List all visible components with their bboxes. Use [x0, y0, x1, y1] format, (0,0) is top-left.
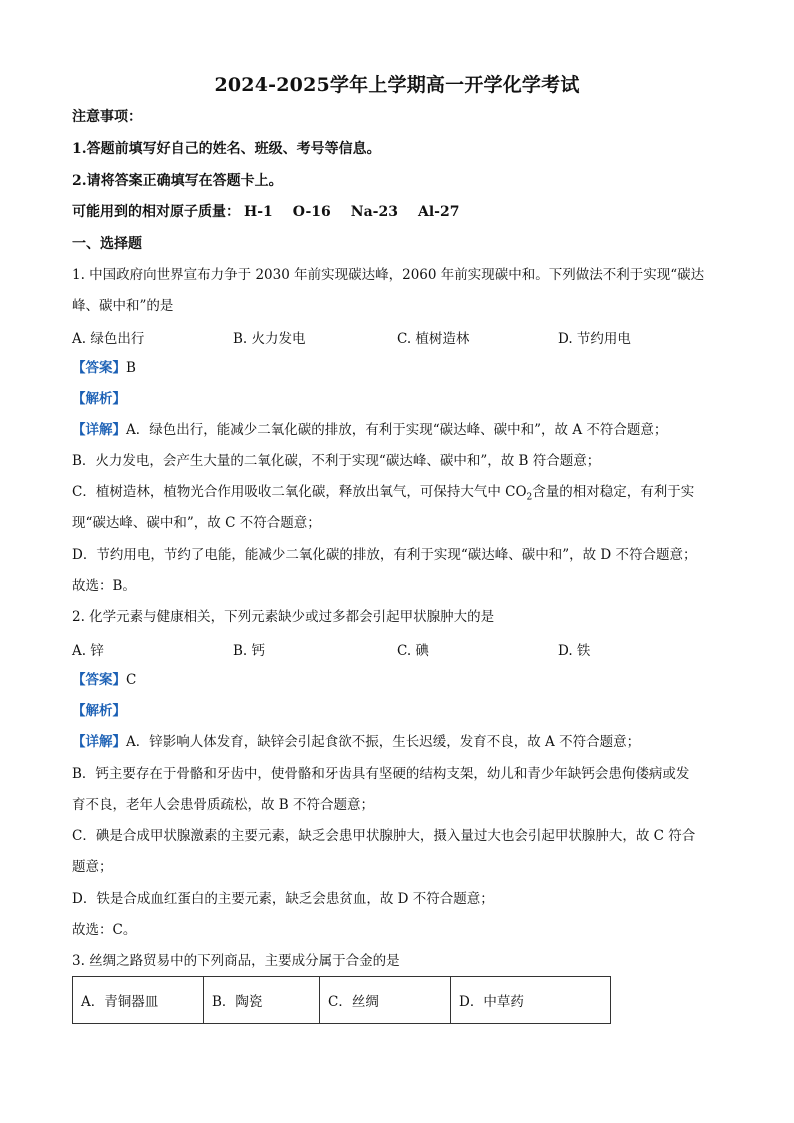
- q2-conclusion: 故选：C。: [72, 922, 137, 938]
- atomic-mass-o: O-16: [292, 204, 331, 220]
- q1-detail-b: B．火力发电，会产生大量的二氧化碳，不利于实现“碳达峰、碳中和”，故 B 符合题意；: [72, 453, 601, 469]
- q1-answer-tag: 【答案】: [72, 360, 126, 376]
- q3-option-c: C．丝绸: [320, 977, 451, 1024]
- q1-option-b: B. 火力发电: [233, 331, 306, 347]
- q2-option-b: B. 钙: [233, 643, 266, 659]
- q2-analysis-tag: 【解析】: [72, 703, 126, 719]
- notice-heading: 注意事项：: [72, 109, 142, 125]
- q3-stem: 3. 丝绸之路贸易中的下列商品，主要成分属于合金的是: [72, 953, 400, 969]
- q1-option-a: A. 绿色出行: [72, 331, 145, 347]
- q3-option-d: D．中草药: [451, 977, 611, 1024]
- q1-conclusion: 故选：B。: [72, 578, 136, 594]
- q1-detail-a: 【详解】A．绿色出行，能减少二氧化碳的排放，有利于实现“碳达峰、碳中和”，故 A 不符合题意；: [72, 422, 668, 438]
- q2-answer: [72, 670, 722, 690]
- atomic-mass-na: Na-23: [350, 204, 398, 220]
- q3-option-b: B．陶瓷: [204, 977, 320, 1024]
- q2-detail-b: B．钙主要存在于骨骼和牙齿中，使骨骼和牙齿具有坚硬的结构支架，幼儿和青少年缺钙会患佝偻病或发: [72, 766, 690, 782]
- q1-stem-line-2: 峰、碳中和”的是: [72, 298, 174, 314]
- q1-stem-line-1: 1. 中国政府向世界宣布力争于 2030 年前实现碳达峰，2060 年前实现碳中和。下列做法不利于实现“碳达: [72, 267, 705, 283]
- q1-option-d: D. 节约用电: [558, 331, 631, 347]
- q2-answer-tag: 【答案】: [72, 672, 126, 688]
- q1-analysis-tag: 【解析】: [72, 391, 126, 407]
- q2-detail-c: C．碘是合成甲状腺激素的主要元素，缺乏会患甲状腺肿大，摄入量过大也会引起甲状腺肿大，故 C 符合: [72, 828, 696, 844]
- q1-detail-d: D．节约用电，节约了电能，能减少二氧化碳的排放，有利于实现“碳达峰、碳中和”，故 D 不符合题意；: [72, 547, 697, 563]
- q2-detail-c-cont: 题意；: [72, 859, 113, 875]
- co2-subscript: 2: [526, 492, 533, 503]
- q2-option-d: D. 铁: [558, 643, 591, 659]
- atomic-masses-label: 可能用到的相对原子质量：: [72, 204, 240, 220]
- q1-detail-c: C．植树造林，植物光合作用吸收二氧化碳，释放出氧气，可保持大气中 $CO_2$含量的相对稳定，有利于实: [72, 484, 695, 503]
- q2-detail-a: 【详解】A．锌影响人体发育，缺锌会引起食欲不振，生长迟缓，发育不良，故 A 不符合题意；: [72, 734, 641, 750]
- atomic-mass-al: Al-27: [417, 204, 460, 220]
- q1-option-c: C. 植树造林: [397, 331, 470, 347]
- q2-detail-b-cont: 育不良，老年人会患骨质疏松，故 B 不符合题意；: [72, 797, 375, 813]
- exam-title: 2024-2025学年上学期高一开学化学考试: [214, 74, 580, 96]
- q2-detail-d: D．铁是合成血红蛋白的主要元素，缺乏会患贫血，故 D 不符合题意；: [72, 891, 494, 907]
- q2-answer-value: C: [126, 672, 137, 688]
- q1-answer: [72, 358, 722, 378]
- notice-item-2: 2.请将答案正确填写在答题卡上。: [72, 173, 283, 189]
- q2-detail-tag: 【详解】: [72, 734, 126, 750]
- section-title: 一、选择题: [72, 236, 142, 252]
- notice-item-1: 1.答题前填写好自己的姓名、班级、考号等信息。: [72, 141, 381, 157]
- atomic-masses: [72, 202, 722, 222]
- q2-option-a: A. 锌: [72, 643, 104, 659]
- q2-option-c: C. 碘: [397, 643, 429, 659]
- q1-detail-c-cont: 现“碳达峰、碳中和”，故 C 不符合题意；: [72, 515, 321, 531]
- q1-detail-tag: 【详解】: [72, 422, 126, 438]
- atomic-mass-h: H-1: [244, 204, 273, 220]
- q1-answer-value: B: [126, 360, 136, 376]
- q2-stem: 2. 化学元素与健康相关，下列元素缺少或过多都会引起甲状腺肿大的是: [72, 609, 495, 625]
- q3-options-table: [72, 976, 611, 1024]
- q3-option-a: A．青铜器皿: [73, 977, 204, 1024]
